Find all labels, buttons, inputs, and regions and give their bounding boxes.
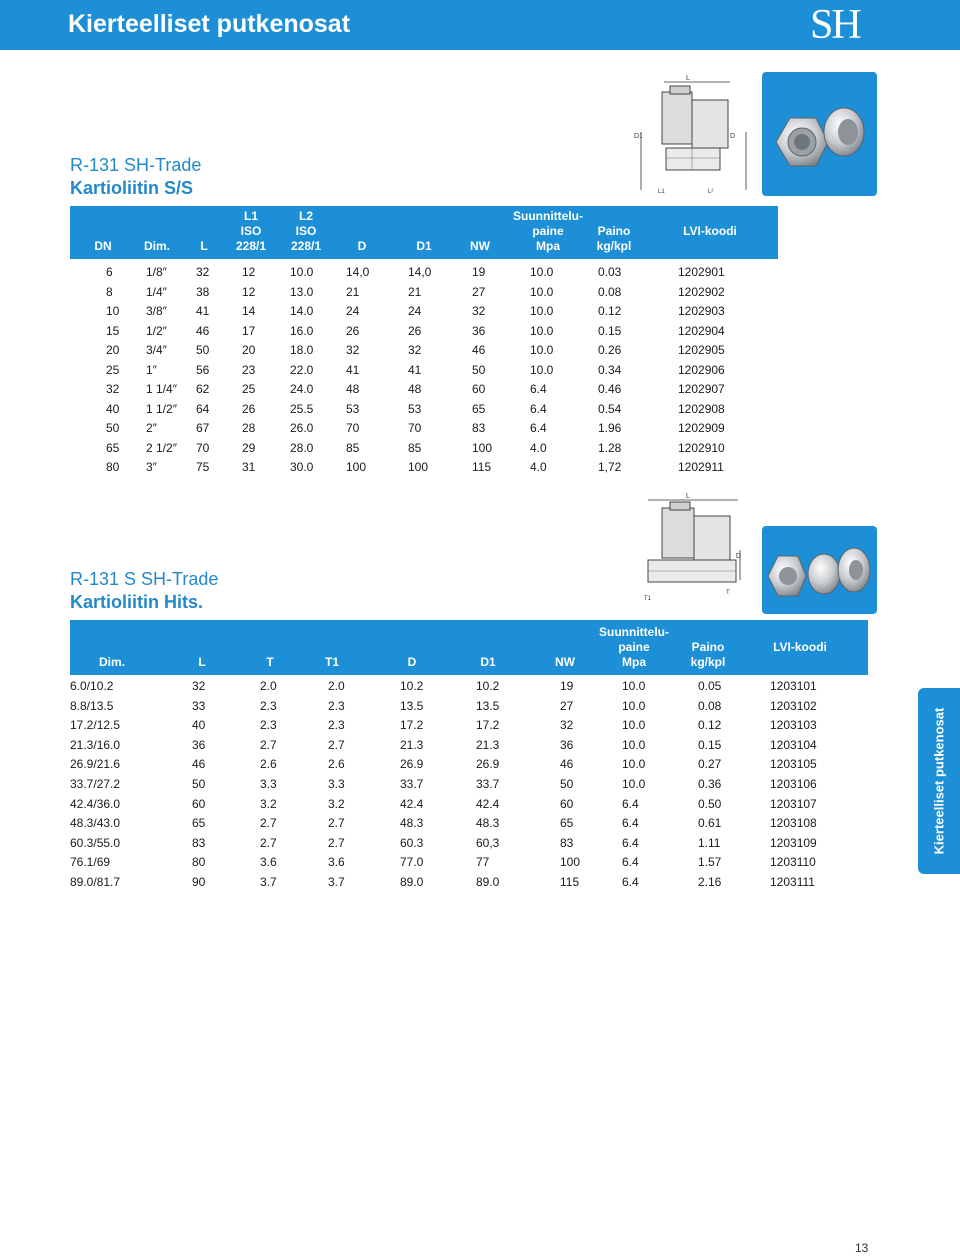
table1-d-cell: 41 <box>346 362 360 377</box>
table2-d1-cell: 33.7 <box>476 777 500 791</box>
table1-l1-cell: 28 <box>242 421 256 435</box>
table-row <box>70 855 850 873</box>
table1-dim-cell: 1/4″ <box>146 284 167 299</box>
table2-suun-cell: 6.4 <box>622 796 639 811</box>
table1-d1-cell: 48 <box>408 382 422 396</box>
table2-t-cell: 3.2 <box>260 796 277 811</box>
table2-l-cell: 80 <box>192 855 206 870</box>
table2-t1-cell: 2.6 <box>328 757 345 772</box>
table2-nw-cell: 50 <box>560 777 574 791</box>
table2-d-cell: 13.5 <box>400 698 424 713</box>
table2-l-cell: 60 <box>192 796 206 811</box>
table2-t-cell: 2.7 <box>260 816 277 831</box>
page-number: 13 <box>855 1241 869 1255</box>
table-row <box>70 382 770 400</box>
table2-d-cell: 10.2 <box>400 679 424 693</box>
product-photo-hits <box>762 526 877 614</box>
table1-nw-cell: 83 <box>472 421 486 435</box>
table2-l-cell: 46 <box>192 757 206 772</box>
table1-dn-cell: 8 <box>106 284 113 299</box>
table-row <box>70 421 770 439</box>
th2-nw: NW <box>555 655 575 669</box>
table1-paino-cell: 0.34 <box>598 362 622 377</box>
table1-nw-cell: 50 <box>472 362 486 377</box>
th2-l: L <box>198 655 206 669</box>
table1-l1-cell: 26 <box>242 401 256 416</box>
table2-d1-cell: 89.0 <box>476 875 500 889</box>
table1-dim-cell: 3/4″ <box>146 343 167 357</box>
table1-l2-cell: 18.0 <box>290 343 314 357</box>
table2-l-cell: 65 <box>192 816 206 831</box>
th2-t1: T1 <box>324 655 339 669</box>
th-paino: Paino kg/kpl <box>596 224 632 253</box>
table2-t-cell: 2.0 <box>260 679 277 693</box>
table2-nw-cell: 19 <box>560 679 574 693</box>
table1-l2-cell: 24.0 <box>290 382 314 396</box>
table1-l2-cell: 26.0 <box>290 421 314 435</box>
table1-dn-cell: 40 <box>106 401 120 416</box>
table1-d-cell: 26 <box>346 323 360 338</box>
table2-paino-cell: 1.11 <box>698 835 721 850</box>
fitting-drawing-hits <box>626 490 758 604</box>
table1-l2-cell: 25.5 <box>290 401 314 416</box>
table1-lvi-cell: 1202902 <box>678 284 725 299</box>
th-lvi-koodi: LVI-koodi <box>683 224 737 238</box>
table1-paino-cell: 0.08 <box>598 284 622 299</box>
table1-l2-cell: 30.0 <box>290 460 314 474</box>
table1-d-cell: 100 <box>346 460 367 474</box>
table2-t1-cell: 3.2 <box>328 796 345 811</box>
table1-dim-cell: 2 1/2″ <box>146 440 177 455</box>
table2-l-cell: 83 <box>192 835 206 850</box>
table1-suun-cell: 6.4 <box>530 421 547 435</box>
table1-l1-cell: 12 <box>242 265 256 279</box>
table1-lvi-cell: 1202911 <box>678 460 724 474</box>
table1-nw-cell: 65 <box>472 401 486 416</box>
table2-nw-cell: 46 <box>560 757 574 772</box>
table2-nw-cell: 36 <box>560 737 574 752</box>
table1-paino-cell: 0.15 <box>598 323 622 338</box>
table2-paino-cell: 0.61 <box>698 816 722 831</box>
table-row <box>70 285 770 303</box>
table2-suun-cell: 10.0 <box>622 777 646 791</box>
table2-suun-cell: 10.0 <box>622 679 646 693</box>
table2-suun-cell: 6.4 <box>622 855 639 870</box>
table2-lvi-cell: 1203109 <box>770 835 817 850</box>
drawing2-label-l: L <box>686 493 690 500</box>
table2-lvi-cell: 1203101 <box>770 679 817 693</box>
table2-lvi-cell: 1203103 <box>770 718 817 733</box>
table1-nw-cell: 100 <box>472 440 493 455</box>
table2-d1-cell: 13.5 <box>476 698 500 713</box>
drawing1-label-d1: D1 <box>634 133 643 140</box>
table1-suun-cell: 10.0 <box>530 323 554 338</box>
table2-l-cell: 36 <box>192 737 206 752</box>
table2-lvi-cell: 1203104 <box>770 737 817 752</box>
th2-lvi-koodi: LVI-koodi <box>773 640 827 654</box>
fitting-drawing-ss <box>626 72 758 196</box>
table1-paino-cell: 1,72 <box>598 460 622 474</box>
table1-suun-cell: 6.4 <box>530 401 547 416</box>
table1-l2-cell: 13.0 <box>290 284 314 299</box>
th2-paino: Paino kg/kpl <box>690 640 726 669</box>
table1-d1-cell: 85 <box>408 440 422 455</box>
table2-t1-cell: 2.3 <box>328 718 345 733</box>
side-tab <box>918 688 960 874</box>
table1-l1-cell: 12 <box>242 284 256 299</box>
section2-subtitle: Kartioliitin Hits. <box>70 592 204 612</box>
th-nw: NW <box>470 239 490 253</box>
table2-d1-cell: 21.3 <box>476 737 500 752</box>
table2-lvi-cell: 1203110 <box>770 855 816 870</box>
table1-suun-cell: 10.0 <box>530 343 554 357</box>
table2-suun-cell: 10.0 <box>622 737 646 752</box>
table2-lvi-cell: 1203106 <box>770 777 817 791</box>
drawing2-label-t: T <box>726 590 730 596</box>
table-row <box>70 757 850 775</box>
table1-d-cell: 85 <box>346 440 360 455</box>
table1-d1-cell: 70 <box>408 421 422 435</box>
table-row <box>70 343 770 361</box>
table1-dim-cell: 1 1/4″ <box>146 382 177 396</box>
table1-l-cell: 41 <box>196 304 210 318</box>
table2-suun-cell: 6.4 <box>622 875 639 889</box>
table2-d1-cell: 26.9 <box>476 757 500 772</box>
table2-dim-cell: 26.9/21.6 <box>70 757 121 772</box>
table1-paino-cell: 0.03 <box>598 265 622 279</box>
table1-dn-cell: 25 <box>106 362 120 377</box>
table-row <box>70 699 850 717</box>
table1-lvi-cell: 1202908 <box>678 401 725 416</box>
table1-dn-cell: 80 <box>106 460 120 474</box>
table2-paino-cell: 0.27 <box>698 757 722 772</box>
page-header <box>0 0 960 50</box>
table2-d1-cell: 77 <box>476 855 490 870</box>
table2-nw-cell: 65 <box>560 816 574 831</box>
table2-suun-cell: 10.0 <box>622 757 646 772</box>
table2-d-cell: 17.2 <box>400 718 424 733</box>
table2-t1-cell: 2.7 <box>328 816 345 831</box>
table1-d-cell: 48 <box>346 382 360 396</box>
drawing1-label-l: L <box>686 75 690 82</box>
table2-d-cell: 42.4 <box>400 796 424 811</box>
table1-nw-cell: 115 <box>472 460 492 474</box>
table1-lvi-cell: 1202903 <box>678 304 725 318</box>
table2-dim-cell: 60.3/55.0 <box>70 835 121 850</box>
table1-d-cell: 14,0 <box>346 265 370 279</box>
table1-dn-cell: 6 <box>106 265 113 279</box>
table1-nw-cell: 46 <box>472 343 486 357</box>
side-tab-label: Kierteelliset putkenosat <box>931 707 947 855</box>
table2-paino-cell: 1.57 <box>698 855 722 870</box>
table2-suun-cell: 6.4 <box>622 835 639 850</box>
table2-d1-cell: 10.2 <box>476 679 500 693</box>
table1-l2-cell: 10.0 <box>290 265 314 279</box>
table2-paino-cell: 0.50 <box>698 796 722 811</box>
table2-t1-cell: 3.7 <box>328 875 345 889</box>
table1-d-cell: 53 <box>346 401 360 416</box>
table1-d1-cell: 14,0 <box>408 265 432 279</box>
table2-dim-cell: 6.0/10.2 <box>70 679 114 693</box>
table2-d-cell: 21.3 <box>400 737 424 752</box>
table2-suun-cell: 6.4 <box>622 816 639 831</box>
table1-dim-cell: 3″ <box>146 460 157 474</box>
product-photo-ss <box>762 72 877 196</box>
drawing2-label-t1: T1 <box>644 596 652 602</box>
table2-lvi-cell: 1203102 <box>770 698 817 713</box>
table1-l-cell: 50 <box>196 343 210 357</box>
table2-paino-cell: 0.05 <box>698 679 722 693</box>
table2-dim-cell: 89.0/81.7 <box>70 875 121 889</box>
table1-lvi-cell: 1202904 <box>678 323 725 338</box>
table2-lvi-cell: 1203105 <box>770 757 817 772</box>
drawing2-label-d: D <box>736 553 742 560</box>
table2-d-cell: 48.3 <box>400 816 424 831</box>
table2-dim-cell: 48.3/43.0 <box>70 816 121 831</box>
table2-t-cell: 2.3 <box>260 718 277 733</box>
th2-suunnittelupaine: Suunnittelu- paine Mpa <box>599 625 669 669</box>
table-row <box>70 460 770 478</box>
table-row <box>70 324 770 342</box>
table2-t1-cell: 2.7 <box>328 835 345 850</box>
th-l2: L2 ISO 228/1 <box>290 209 322 253</box>
th-suunnittelupaine: Suunnittelu- paine Mpa <box>513 209 583 253</box>
section1-title: R-131 SH-Trade <box>70 155 202 175</box>
table1-dn-cell: 15 <box>106 323 120 338</box>
table2-header <box>70 620 868 675</box>
table1-l2-cell: 16.0 <box>290 323 314 338</box>
table1-l-cell: 64 <box>196 401 210 416</box>
table-row <box>70 718 850 736</box>
table2-t1-cell: 2.3 <box>328 698 345 713</box>
table2-lvi-cell: 1203108 <box>770 816 817 831</box>
table2-nw-cell: 60 <box>560 796 574 811</box>
table2-nw-cell: 115 <box>560 875 580 889</box>
table1-d1-cell: 41 <box>408 362 422 377</box>
table2-dim-cell: 76.1/69 <box>70 855 111 870</box>
table2-paino-cell: 0.08 <box>698 698 722 713</box>
table1-d1-cell: 32 <box>408 343 422 357</box>
table1-dim-cell: 1″ <box>146 362 157 377</box>
table2-d-cell: 77.0 <box>400 855 424 870</box>
table1-suun-cell: 10.0 <box>530 362 554 377</box>
th2-d: D <box>407 655 417 669</box>
table2-d-cell: 26.9 <box>400 757 424 772</box>
table1-dim-cell: 3/8″ <box>146 304 167 318</box>
table-row <box>70 738 850 756</box>
table1-d-cell: 70 <box>346 421 360 435</box>
drawing1-label-l1: L1 <box>658 189 665 195</box>
table2-dim-cell: 17.2/12.5 <box>70 718 121 733</box>
table2-paino-cell: 0.12 <box>698 718 722 733</box>
table1-l1-cell: 29 <box>242 440 256 455</box>
table2-t1-cell: 3.6 <box>328 855 345 870</box>
section2-title: R-131 S SH-Trade <box>70 569 219 589</box>
table1-dn-cell: 10 <box>106 304 120 318</box>
table-row <box>70 777 850 795</box>
drawing1-label-d: D <box>730 133 736 140</box>
table1-l1-cell: 23 <box>242 362 256 377</box>
table1-l1-cell: 31 <box>242 460 256 474</box>
page-title: Kierteelliset putkenosat <box>68 10 351 38</box>
table1-l-cell: 32 <box>196 265 210 279</box>
th-d: D <box>357 239 367 253</box>
table1-dn-cell: 50 <box>106 421 120 435</box>
table1-d-cell: 24 <box>346 304 360 318</box>
table2-d1-cell: 60,3 <box>476 835 500 850</box>
table1-suun-cell: 4.0 <box>530 440 547 455</box>
table2-paino-cell: 0.15 <box>698 737 722 752</box>
table1-lvi-cell: 1202905 <box>678 343 725 357</box>
table1-suun-cell: 4.0 <box>530 460 547 474</box>
table1-dim-cell: 1/2″ <box>146 323 167 338</box>
table1-paino-cell: 0.46 <box>598 382 622 396</box>
table2-d-cell: 33.7 <box>400 777 424 791</box>
table2-t-cell: 2.6 <box>260 757 277 772</box>
table1-nw-cell: 36 <box>472 323 486 338</box>
table-row <box>70 441 770 459</box>
table1-l1-cell: 25 <box>242 382 256 396</box>
table1-nw-cell: 19 <box>472 265 486 279</box>
table2-dim-cell: 8.8/13.5 <box>70 698 114 713</box>
table2-l-cell: 40 <box>192 718 206 733</box>
table1-suun-cell: 10.0 <box>530 304 554 318</box>
table1-suun-cell: 6.4 <box>530 382 547 396</box>
table2-t1-cell: 2.0 <box>328 679 345 693</box>
table1-d1-cell: 24 <box>408 304 422 318</box>
table2-lvi-cell: 1203107 <box>770 796 817 811</box>
table2-l-cell: 32 <box>192 679 206 693</box>
table-row <box>70 816 850 834</box>
table2-body <box>70 679 850 899</box>
table1-d1-cell: 53 <box>408 401 422 416</box>
table2-d-cell: 89.0 <box>400 875 424 889</box>
th2-dim: Dim. <box>98 655 125 669</box>
table2-d1-cell: 17.2 <box>476 718 500 733</box>
table1-d-cell: 32 <box>346 343 360 357</box>
table1-l1-cell: 20 <box>242 343 256 357</box>
table2-d1-cell: 48.3 <box>476 816 500 831</box>
th-l1: L1 ISO 228/1 <box>235 209 267 253</box>
table2-dim-cell: 21.3/16.0 <box>70 737 121 752</box>
table2-t-cell: 2.7 <box>260 737 277 752</box>
table1-l2-cell: 28.0 <box>290 440 314 455</box>
table1-lvi-cell: 1202907 <box>678 382 725 396</box>
table1-l2-cell: 22.0 <box>290 362 314 377</box>
table2-paino-cell: 0.36 <box>698 777 722 791</box>
table1-l-cell: 38 <box>196 284 210 299</box>
table1-d1-cell: 26 <box>408 323 422 338</box>
table1-header: DN Dim. L L1 ISO 228/1 L2 ISO 228/1 D D1 NW Suunnittelu- paine Mpa Paino kg/kpl LVI-koodi <box>70 206 778 259</box>
table1-l-cell: 62 <box>196 382 210 396</box>
table1-nw-cell: 32 <box>472 304 486 318</box>
table1-dim-cell: 2″ <box>146 421 157 435</box>
table1-l1-cell: 14 <box>242 304 256 318</box>
table1-nw-cell: 27 <box>472 284 486 299</box>
table1-suun-cell: 10.0 <box>530 284 554 299</box>
table2-lvi-cell: 1203111 <box>770 875 815 889</box>
table2-t1-cell: 3.3 <box>328 777 345 791</box>
table2-nw-cell: 100 <box>560 855 581 870</box>
table-row <box>70 304 770 322</box>
table1-dn-cell: 20 <box>106 343 120 357</box>
table1-lvi-cell: 1202906 <box>678 362 725 377</box>
table-row <box>70 402 770 420</box>
table1-d-cell: 21 <box>346 284 360 299</box>
table1-paino-cell: 0.12 <box>598 304 622 318</box>
table-row <box>70 836 850 854</box>
table1-lvi-cell: 1202901 <box>678 265 725 279</box>
table1-l-cell: 70 <box>196 440 210 455</box>
table1-l-cell: 56 <box>196 362 210 377</box>
table-row <box>70 797 850 815</box>
table1-paino-cell: 1.28 <box>598 440 622 455</box>
table2-t-cell: 3.6 <box>260 855 277 870</box>
table1-d1-cell: 21 <box>408 284 422 299</box>
table1-suun-cell: 10.0 <box>530 265 554 279</box>
table2-paino-cell: 2.16 <box>698 875 722 889</box>
table2-l-cell: 33 <box>192 698 206 713</box>
table1-l-cell: 46 <box>196 323 210 338</box>
table1-lvi-cell: 1202909 <box>678 421 725 435</box>
th2-t: T <box>266 655 274 669</box>
table1-dn-cell: 32 <box>106 382 120 396</box>
table2-suun-cell: 10.0 <box>622 698 646 713</box>
table2-t-cell: 2.3 <box>260 698 277 713</box>
table-row <box>70 265 770 283</box>
table2-nw-cell: 27 <box>560 698 574 713</box>
drawing1-label-l2: L² <box>708 189 714 195</box>
table2-t1-cell: 2.7 <box>328 737 345 752</box>
table2-dim-cell: 33.7/27.2 <box>70 777 121 791</box>
table1-paino-cell: 0.26 <box>598 343 622 357</box>
table2-d1-cell: 42.4 <box>476 796 500 811</box>
th-d1: D1 <box>416 239 432 253</box>
table2-dim-cell: 42.4/36.0 <box>70 796 121 811</box>
table1-l1-cell: 17 <box>242 323 256 338</box>
table2-l-cell: 90 <box>192 875 206 889</box>
table1-l-cell: 67 <box>196 421 210 435</box>
table2-t-cell: 3.3 <box>260 777 277 791</box>
table1-paino-cell: 1.96 <box>598 421 622 435</box>
table-row <box>70 875 850 893</box>
table2-d-cell: 60.3 <box>400 835 424 850</box>
table2-nw-cell: 32 <box>560 718 574 733</box>
table-row <box>70 679 850 697</box>
section1-subtitle: Kartioliitin S/S <box>70 178 194 198</box>
table1-lvi-cell: 1202910 <box>678 440 725 455</box>
table2-t-cell: 3.7 <box>260 875 277 889</box>
sh-logo: SH <box>810 2 860 48</box>
table1-dn-cell: 65 <box>106 440 120 455</box>
table1-paino-cell: 0.54 <box>598 401 622 416</box>
table2-suun-cell: 10.0 <box>622 718 646 733</box>
table1-l-cell: 75 <box>196 460 210 474</box>
table1-dim-cell: 1/8″ <box>146 265 167 279</box>
th2-d1: D1 <box>480 655 496 669</box>
table-row <box>70 363 770 381</box>
table1-d1-cell: 100 <box>408 460 429 474</box>
table2-l-cell: 50 <box>192 777 206 791</box>
table2-t-cell: 2.7 <box>260 835 277 850</box>
table2-nw-cell: 83 <box>560 835 574 850</box>
table1-nw-cell: 60 <box>472 382 486 396</box>
table1-body <box>70 265 770 485</box>
table1-dim-cell: 1 1/2″ <box>146 401 177 416</box>
table1-l2-cell: 14.0 <box>290 304 314 318</box>
